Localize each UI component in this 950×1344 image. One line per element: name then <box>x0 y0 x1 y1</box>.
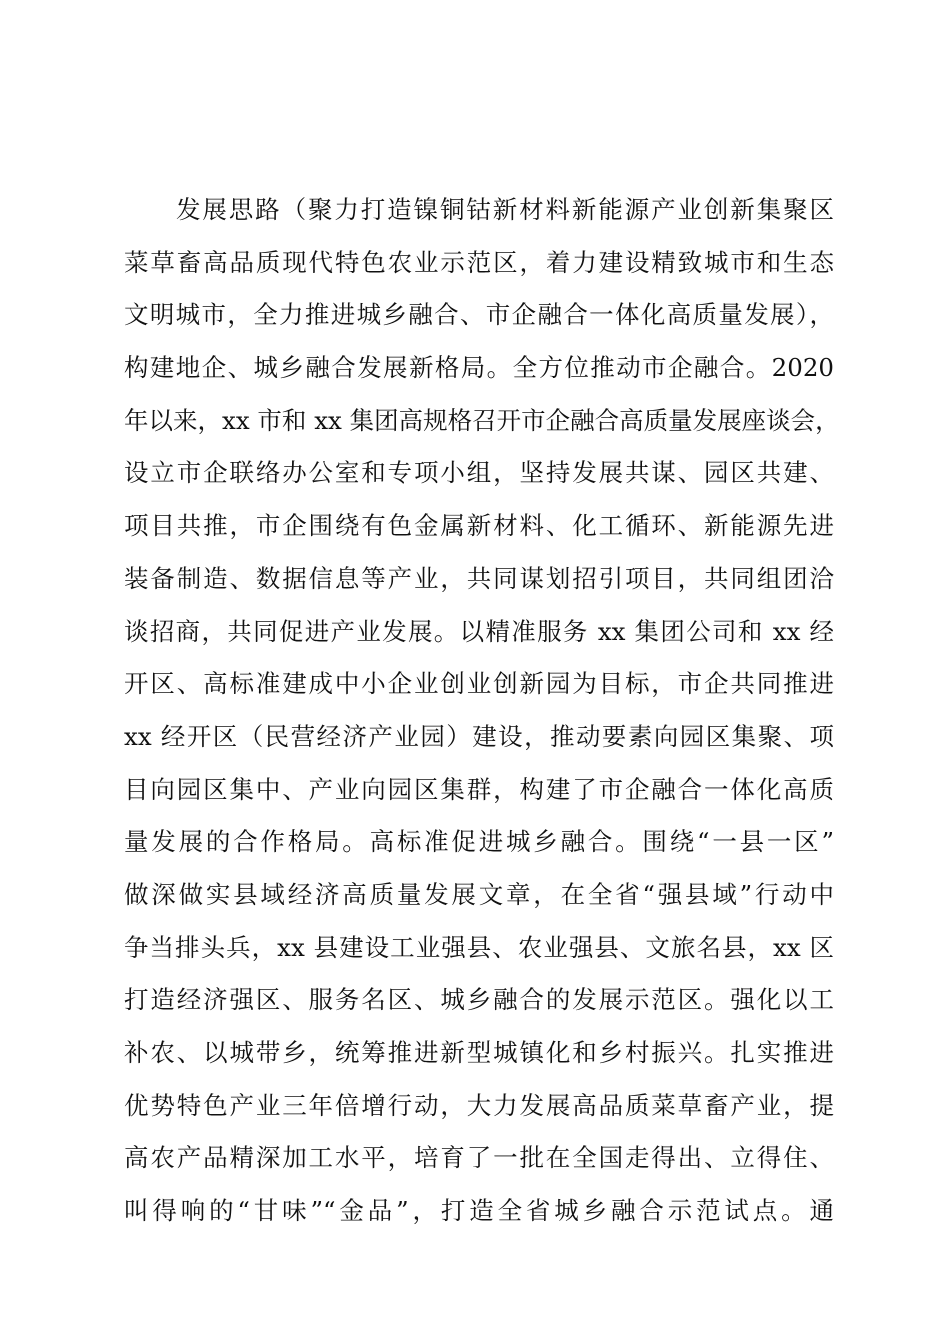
paragraph-line: 量发展的合作格局。高标准促进城乡融合。围绕“一县一区” <box>124 827 834 857</box>
paragraph-line: 发展思路（聚力打造镍铜钴新材料新能源产业创新集聚区 <box>176 195 834 224</box>
paragraph-line: 目向园区集中、产业向园区集群，构建了市企融合一体化高质 <box>124 774 834 804</box>
paragraph-line: 开区、高标准建成中小企业创业创新园为目标，市企共同推进 <box>124 669 834 699</box>
paragraph-line: xx 经开区（民营经济产业园）建设，推动要素向园区集聚、项 <box>124 721 834 751</box>
paragraph-line: 谈招商，共同促进产业发展。以精准服务 xx 集团公司和 xx 经 <box>124 616 834 646</box>
paragraph-line: 做深做实县域经济高质量发展文章，在全省“强县域”行动中 <box>124 879 834 909</box>
paragraph-line: 装备制造、数据信息等产业，共同谋划招引项目，共同组团洽 <box>124 563 834 593</box>
body-paragraph <box>124 184 840 1238</box>
paragraph-line: 打造经济强区、服务名区、城乡融合的发展示范区。强化以工 <box>124 985 834 1015</box>
paragraph-line: 项目共推，市企围绕有色金属新材料、化工循环、新能源先进 <box>124 511 834 541</box>
paragraph-line: 优势特色产业三年倍增行动，大力发展高品质菜草畜产业，提 <box>124 1090 834 1120</box>
paragraph-line: 菜草畜高品质现代特色农业示范区，着力建设精致城市和生态 <box>124 247 834 277</box>
paragraph-line: 文明城市，全力推进城乡融合、市企融合一体化高质量发展）， <box>124 300 834 330</box>
paragraph-line: 设立市企联络办公室和专项小组，坚持发展共谋、园区共建、 <box>124 458 834 488</box>
paragraph-line: 构建地企、城乡融合发展新格局。全方位推动市企融合。2020 <box>124 353 834 383</box>
paragraph-line: 叫得响的“甘味”“金品”，打造全省城乡融合示范试点。通 <box>124 1196 834 1226</box>
paragraph-line: 年以来，xx 市和 xx 集团高规格召开市企融合高质量发展座谈会， <box>124 405 840 435</box>
paragraph-line: 高农产品精深加工水平，培育了一批在全国走得出、立得住、 <box>124 1143 834 1173</box>
paragraph-line: 补农、以城带乡，统筹推进新型城镇化和乡村振兴。扎实推进 <box>124 1038 834 1067</box>
paragraph-line: 争当排头兵，xx 县建设工业强县、农业强县、文旅名县，xx 区 <box>124 932 834 962</box>
